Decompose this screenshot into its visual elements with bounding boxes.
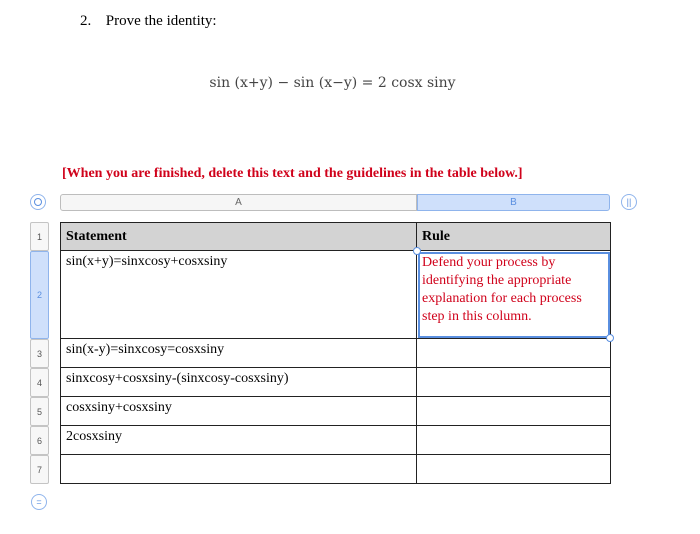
column-header-bar xyxy=(60,194,610,211)
proof-table xyxy=(60,222,611,484)
rule-cell[interactable] xyxy=(417,397,611,426)
circle-icon xyxy=(34,198,42,206)
rule-cell[interactable] xyxy=(417,455,611,484)
column-header-a[interactable]: A xyxy=(60,194,417,211)
table-row xyxy=(61,251,611,339)
statement-cell[interactable]: sinxcosy+cosxsiny-(sinxcosy-cosxsiny) xyxy=(61,368,417,397)
row-number-2[interactable]: 2 xyxy=(30,251,49,339)
row-number-4[interactable]: 4 xyxy=(30,368,49,397)
row-number-5[interactable]: 5 xyxy=(30,397,49,426)
problem-heading xyxy=(80,13,217,30)
row-number-1[interactable]: 1 xyxy=(30,222,49,251)
statement-cell[interactable]: 2cosxsiny xyxy=(61,426,417,455)
instruction-text: [When you are finished, delete this text and the guidelines in the table below.] xyxy=(62,166,523,181)
pause-icon: || xyxy=(626,197,632,207)
statement-cell[interactable]: sin(x-y)=sinxcosy=cosxsiny xyxy=(61,339,417,368)
table-row xyxy=(61,455,611,484)
statement-cell[interactable] xyxy=(61,455,417,484)
problem-number: 2. xyxy=(80,13,92,29)
rule-cell-guideline[interactable] xyxy=(417,251,611,339)
table-header-row xyxy=(61,223,611,251)
resize-handle[interactable] xyxy=(606,334,614,342)
select-table-circle[interactable] xyxy=(30,194,46,210)
guideline-text: Defend your process by identifying the appropriate explanation for each process step in this column. xyxy=(422,255,582,324)
rule-header[interactable]: Rule xyxy=(417,223,611,251)
table-row xyxy=(61,426,611,455)
menu-icon: = xyxy=(36,497,42,507)
add-row-button[interactable] xyxy=(31,494,47,510)
add-column-button[interactable] xyxy=(621,194,637,210)
problem-text: Prove the identity: xyxy=(105,13,217,29)
table-row xyxy=(61,339,611,368)
row-number-6[interactable]: 6 xyxy=(30,426,49,455)
rule-cell[interactable] xyxy=(417,368,611,397)
identity-equation: sin (x+y) − sin (x−y) = 2 cosx siny xyxy=(209,75,456,91)
rule-cell[interactable] xyxy=(417,339,611,368)
table-row xyxy=(61,397,611,426)
row-number-7[interactable]: 7 xyxy=(30,455,49,484)
row-number-bar xyxy=(30,222,49,484)
row-number-3[interactable]: 3 xyxy=(30,339,49,368)
resize-handle[interactable] xyxy=(413,247,421,255)
table-row xyxy=(61,368,611,397)
statement-header[interactable]: Statement xyxy=(61,223,417,251)
rule-cell[interactable] xyxy=(417,426,611,455)
column-header-b[interactable]: B xyxy=(417,194,610,211)
statement-cell[interactable]: cosxsiny+cosxsiny xyxy=(61,397,417,426)
statement-cell[interactable]: sin(x+y)=sinxcosy+cosxsiny xyxy=(61,251,417,339)
